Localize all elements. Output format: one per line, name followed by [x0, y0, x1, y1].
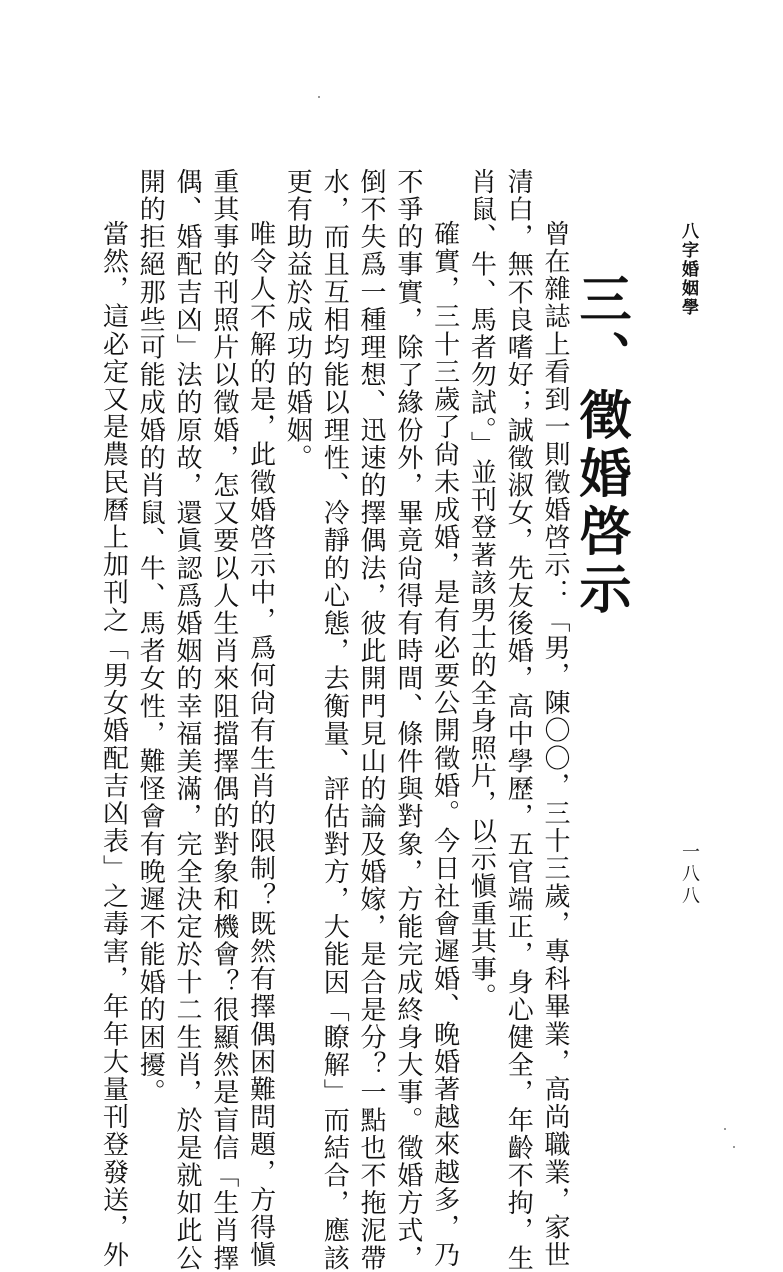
text-line: 偶、婚配吉凶」法的原故，還眞認爲婚姻的幸福美滿，完全決定於十二生肖，於是就如此公 — [172, 168, 203, 1272]
text-line: 重其事的刊照片以徵婚，怎又要以人生肖來阻擋擇偶的對象和機會？很顯然是盲信「生肖擇 — [208, 168, 239, 1272]
text-line: 清白，無不良嗜好；誠徵淑女，先友後婚，高中學歷，五官端正，身心健全，年齡不拘，生 — [503, 168, 534, 1272]
text-line: 確實，三十三歲了尙未成婚，是有必要公開徵婚。今日社會遲婚、晚婚著越來越多，乃 — [429, 220, 460, 1269]
text-line: 肖鼠、牛、馬者勿試。」並刊登著該男士的全身照片，以示愼重其事。 — [466, 168, 497, 1011]
page-number: 一八八 — [679, 842, 700, 908]
text-line: 唯令人不解的是，此徵婚啓示中，爲何尙有生肖的限制？既然有擇偶困難問題，方得愼 — [245, 220, 276, 1269]
scan-speck — [733, 1146, 735, 1148]
text-line: 曾在雜誌上看到一則徵婚啓示：「男，陳〇〇，三十三歲，專科畢業，高尚職業，家世 — [540, 220, 570, 1269]
text-line: 不爭的事實，除了緣份外，畢竟尙得有時間、條件與對象，方能完成終身大事。徵婚方式， — [392, 168, 423, 1272]
text-line: 水，而且互相均能以理性、冷靜的心態，去衡量、評估對方，大能因「瞭解」而結合，應該 — [319, 168, 350, 1272]
text-line: 開的拒絕那些可能成婚的肖鼠、牛、馬者女性，難怪會有晚遲不能婚的困擾。 — [135, 168, 166, 1107]
scan-speck — [724, 1128, 726, 1130]
section-title: 三、徵婚啓示 — [570, 272, 631, 620]
scan-speck — [318, 96, 320, 98]
text-line: 更有助益於成功的婚姻。 — [282, 168, 313, 472]
text-line: 當然，這必定又是農民曆上加刊之「男女婚配吉凶表」之毒害，年年大量刊登發送，外 — [98, 220, 129, 1269]
running-header: 八字婚姻學 — [678, 222, 698, 317]
body-text — [95, 168, 573, 1272]
text-line: 倒不失爲一種理想、迅速的擇偶法，彼此開門見山的論及婚嫁，是合是分？一點也不拖泥帶 — [356, 168, 387, 1272]
